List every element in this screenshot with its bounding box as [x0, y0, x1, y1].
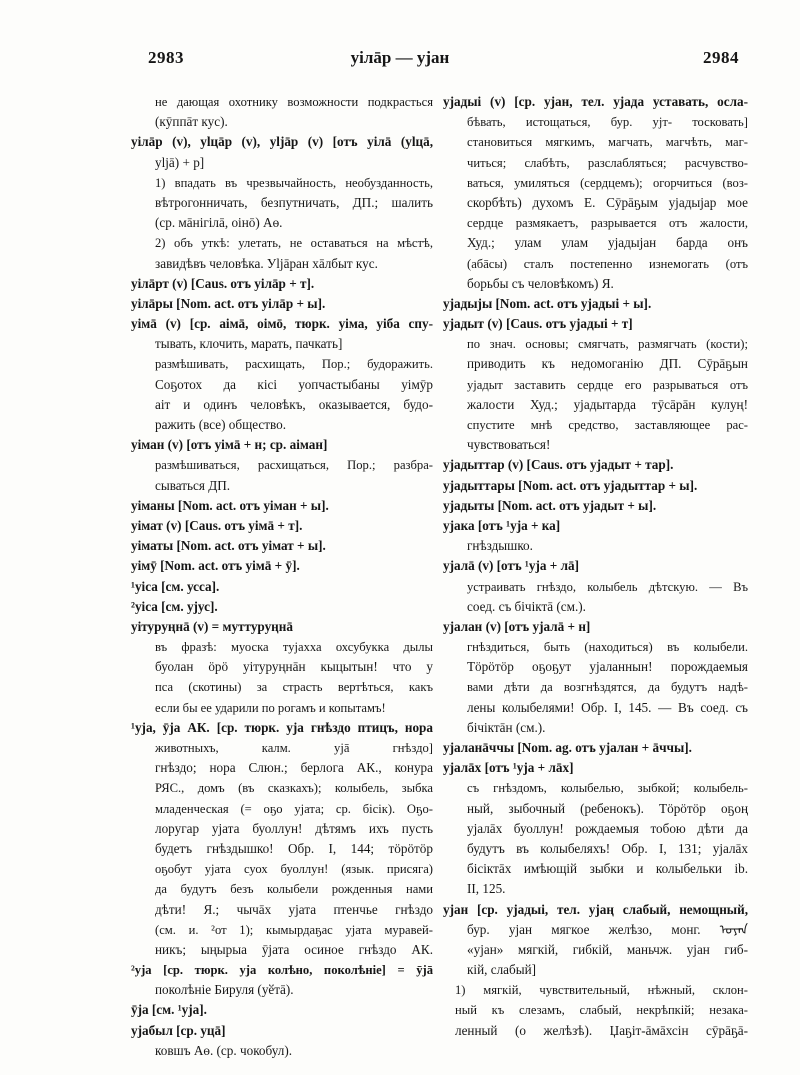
text-line: никъ; ыңырыа ӯjата осиное гнѣздо АК. [155, 941, 433, 957]
text-line: буолан ӧрӧ уiтуруңнāн кыцытын! что у [155, 659, 433, 675]
text-line: скорбѣть) духомъ Е. Сӯрāҕым уjадыjар мое [467, 194, 748, 210]
left-page-number: 2983 [148, 48, 184, 67]
entry-headword-line: уjадыт (v) [Caus. отъ уjадыi + т] [443, 316, 633, 332]
entry-headword-line: уjака [отъ ¹уjа + ка] [443, 517, 561, 533]
text-line: животныхъ, калм. уjā гнѣздо] [155, 741, 433, 755]
left-column [131, 92, 433, 1061]
entry-headword-line: уjалāх [отъ ¹уjа + лāх] [443, 760, 574, 776]
text-line: РЯС., домъ (въ сказкахъ); колыбель, зыбка [155, 781, 433, 796]
entry-headword-line: уiмā (v) [ср. аiмā, оiмō, тюрк. уiма, уiба спу- [131, 316, 433, 332]
text-line: борьбы съ человѣкомъ) Я. [467, 275, 614, 291]
text-line: гнѣздышко. [467, 538, 533, 554]
text-line: бiчiктāн (см.). [467, 719, 546, 735]
text-line: если бы ее ударили по рогамъ и копытамъ! [155, 700, 386, 715]
text-line: уjадыт заставить сердце его разрываться отъ [467, 377, 748, 392]
text-line: да будутъ безъ колыбели рожденныя нами [155, 882, 433, 897]
text-line: завидѣвъ человѣка. Уlјāран хāлбыт кус. [155, 255, 378, 271]
text-line: не дающая охотнику возможности подкрасться [155, 95, 433, 109]
text-line: становиться мягкимъ, магчать, магчѣть, маг- [467, 135, 748, 150]
text-line: соед. съ бiчiктā (см.). [467, 598, 586, 614]
entry-headword-line: уjалан (v) [отъ уjалā + н] [443, 618, 591, 634]
entry-headword-line: ӯjа [см. ¹уjа]. [131, 1002, 207, 1018]
text-line: ленный (о желѣзѣ). Џаҕiт-āмāхсiн сӯрāҕā- [455, 1022, 748, 1038]
text-line: 1) впадать въ чрезвычайность, необузданность, [155, 175, 433, 190]
text-line: (ср. мāнiгiлā, оiнō) Аѳ. [155, 215, 283, 231]
text-line: «уjан» мягкiй, гибкiй, маньчж. уjан гиб- [467, 941, 748, 957]
entry-headword-line: уjадыi (v) [ср. уjан, тел. уjада уставать, осла- [443, 94, 748, 109]
text-line: бур. уjан мягкое желѣзо, монг. ᠤᠶᠠᠨ [467, 921, 748, 937]
text-line: лоругар уjата буоллун! дѣтямъ ихъ пусть [155, 820, 433, 836]
text-line: ный къ слезамъ, слабый, некрѣпкiй; незака- [455, 1003, 748, 1018]
text-line: пса (скотины) за страсть вертѣться, какъ [155, 680, 433, 695]
text-line: сердце размякаетъ, разрывается отъ жалости, [467, 216, 748, 231]
entry-headword-line: уiман (v) [отъ уiмā + н; ср. аiман] [131, 437, 328, 453]
text-line: приводить къ недомоганiю ДП. Сӯрāҕын [467, 356, 748, 372]
text-line: дѣти! Я.; чычāх уjата птенчье гнѣздо [155, 901, 433, 917]
page-header [0, 48, 800, 78]
entry-headword-line: уiматы [Nom. act. отъ уiмат + ы]. [131, 538, 326, 554]
entry-headword-line: уiмӯ [Nom. act. отъ уiмā + ӯ]. [131, 558, 300, 574]
text-line: бѣвать, истощаться, бур. уjт- тосковать] [467, 115, 748, 130]
text-line: ный, зыбочный (ребенокъ). Тӧрӧтӧр оҕоң [467, 800, 748, 816]
text-line: по знач. основы; смягчать, размягчать (кости); [467, 337, 748, 352]
text-line: уjалāх буоллун! рождаемыя тобою дѣти да [467, 820, 748, 836]
text-line: кiй, слабый] [467, 962, 537, 978]
entry-headword-line: уiмат (v) [Caus. отъ уiмā + т]. [131, 517, 303, 533]
entry-headword-line: уiманы [Nom. act. отъ уiман + ы]. [131, 497, 329, 513]
text-line: въ фразѣ: муоска туjахха охсубукка дылы [155, 640, 433, 655]
text-line: тывать, клочить, марать, пачкать] [155, 336, 343, 352]
text-line: (абāсы) сталъ постепенно изнемогать (отъ [467, 256, 748, 271]
text-line: вами дѣти да возгнѣздятся, да будутъ надѣ- [467, 680, 748, 695]
text-line: поколѣнiе Бируля (уӗтā). [155, 982, 294, 998]
entry-headword-line: ²уjа [ср. тюрк. уjа колѣно, поколѣнiе] = ӯjā [131, 963, 433, 978]
entry-headword-line: уjадыттары [Nom. act. отъ уjадыттар + ы]. [443, 477, 698, 493]
text-line: (см. и. ²от 1); кымырдаҕас уjата муравей- [155, 922, 433, 937]
text-line: уljā) + р] [155, 154, 205, 170]
entry-headword-line: уjан [ср. уjадыi, тел. уjаң слабый, немощный, [443, 901, 748, 917]
text-line: оҕобут уjата суох буоллун! (язык. присяга) [155, 862, 433, 877]
entry-headword-line: уiтуруңнā (v) = муттуруңнā [131, 618, 293, 634]
entry-headword-line: ²уiса [см. уjус]. [131, 598, 218, 614]
right-page-number: 2984 [703, 48, 739, 67]
entry-headword-line: уiлāры [Nom. act. отъ уiлāр + ы]. [131, 295, 326, 311]
entry-headword-line: уjаланāччы [Nom. ag. отъ уjалан + āччы]. [443, 740, 692, 755]
entry-headword-line: уjадыты [Nom. act. отъ уjадыт + ы]. [443, 497, 657, 513]
running-title: уiлāр — уjан [350, 48, 450, 67]
right-column [443, 92, 748, 1041]
text-line: лены колыбелями! Обр. I, 145. — Въ соед. съ [467, 699, 748, 715]
text-line: гнѣздо; нора Слюн.; берлога АК., конура [155, 760, 433, 776]
text-line: жалости Худ.; уjадытарда тӯсāрāн кулуң! [467, 396, 748, 412]
entry-headword-line: уjалā (v) [отъ ¹уjа + лā] [443, 558, 579, 574]
text-line: гнѣздиться, быть (находиться) въ колыбели. [467, 640, 748, 655]
text-line: II, 125. [467, 881, 506, 897]
text-line: аiт и одинъ человѣкъ, оказывается, будо- [155, 396, 433, 412]
text-line: будутъ въ колыбеляхъ! Обр. I, 131; уjалāх [467, 840, 748, 856]
entry-headword-line: уiлāр (v), уlцāр (v), уljāр (v) [отъ уiлā (уlцā, [131, 134, 433, 150]
entry-headword-line: ¹уiса [см. усса]. [131, 578, 220, 594]
text-line: съ гнѣздомъ, колыбелью, зыбкой; колыбель- [467, 781, 748, 796]
text-line: сываться ДП. [155, 477, 231, 493]
text-line: читься; слабѣть, разслабляться; расчувство- [467, 155, 748, 170]
text-line: будетъ гнѣздышко! Обр. I, 144; тӧрӧтӧр [155, 840, 433, 856]
text-line: ражить (все) общество. [155, 417, 287, 432]
text-line: чувствоваться! [467, 437, 551, 453]
text-line: (кӯппāт кус). [155, 114, 228, 130]
text-line: спустите мнѣ средство, заставляющее рас- [467, 418, 748, 432]
text-line: младенческая (= оҕо уjата; ср. бiсiк). Оҕо- [155, 801, 433, 816]
entry-headword-line: уiлāрт (v) [Caus. отъ уiлāр + т]. [131, 275, 315, 291]
entry-headword-line: ¹уjа, ӯjа АК. [ср. тюрк. уjа гнѣздо птицъ, нора [131, 719, 433, 735]
text-line: 2) объ уткѣ: улетать, не оставаться на мѣстѣ, [155, 236, 433, 251]
text-line: Тӧрӧтӧр оҕоҕут уjаланнын! порождаемыя [467, 659, 748, 675]
text-line: вѣтрогонничать, безпутничать, ДП.; шалить [155, 194, 433, 210]
text-line: 1) мягкiй, чувствительный, нѣжный, склон- [455, 983, 748, 998]
text-line: Соҕотох да кiсi уопчастыбаны уiмӯр [155, 376, 433, 392]
entry-headword-line: уjадыjы [Nom. act. отъ уjадыi + ы]. [443, 295, 652, 311]
text-line: ковшъ Аѳ. (ср. чокобул). [155, 1042, 293, 1058]
text-line: Худ.; улам улам уjадыjан барда онъ [467, 235, 748, 251]
text-line: размѣшивать, расхищать, Пор.; будоражить. [155, 357, 433, 372]
text-line: размѣшиваться, расхищаться, Пор.; разбра- [155, 458, 433, 473]
text-line: ваться, умиляться (сердцемъ); огорчиться (воз- [467, 175, 748, 190]
entry-headword-line: уjадыттар (v) [Caus. отъ уjадыт + тар]. [443, 457, 674, 473]
text-line: бiсiктāх имѣющiй зыбки и колыбельки ib. [467, 861, 748, 877]
text-line: устраивать гнѣздо, колыбель дѣтскую. — Въ [467, 579, 748, 594]
entry-headword-line: уjабыл [ср. уцā] [131, 1022, 226, 1038]
